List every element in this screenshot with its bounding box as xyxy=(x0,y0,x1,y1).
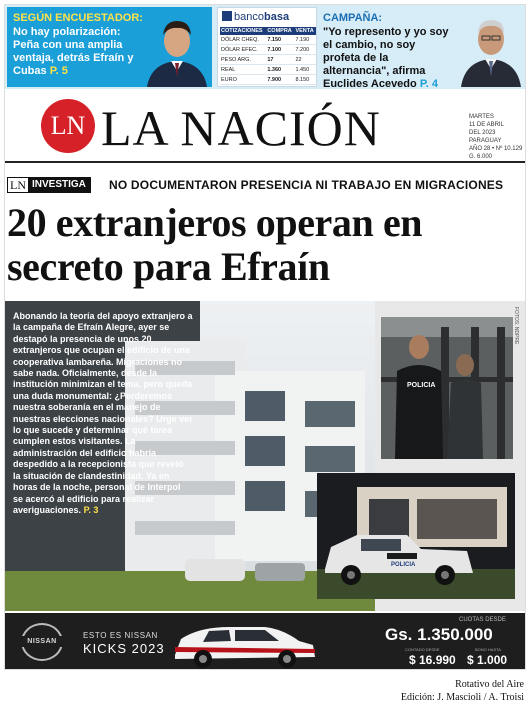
svg-text:POLICIA: POLICIA xyxy=(391,562,416,568)
currency-name: DÓLAR EFEC. xyxy=(220,45,266,55)
currency-name: EURO xyxy=(220,75,266,85)
column-header: VENTA xyxy=(294,27,316,35)
tag-logo: LN xyxy=(10,178,26,192)
teaser-campaign-body: "Yo represento y yo soy el cambio, no soy profeta de la alternancia", afirma Euclides Acevedo xyxy=(323,26,449,90)
svg-text:POLICIA: POLICIA xyxy=(407,382,436,389)
bank-brand-a: banco xyxy=(234,11,264,23)
candidate-portrait-photo xyxy=(143,11,211,87)
teaser-poll-text xyxy=(13,26,143,78)
buy-rate: 7.150 xyxy=(266,35,294,45)
buy-rate: 7.900 xyxy=(266,75,294,85)
table-row xyxy=(220,35,316,45)
buy-rate: 1.360 xyxy=(266,65,294,75)
dateline xyxy=(469,113,522,161)
currency-name: REAL xyxy=(220,65,266,75)
teaser-poll[interactable] xyxy=(7,7,212,87)
edition-number: AÑO 28 • Nº 10.129 xyxy=(469,146,523,152)
ln-investiga-tag[interactable] xyxy=(7,177,91,193)
ad-monthly-price: Gs. 1.350.000 xyxy=(385,625,493,644)
politician-portrait-photo xyxy=(459,11,523,87)
teaser-campaign-page-ref: P. 4 xyxy=(419,78,438,90)
sell-rate: 8.150 xyxy=(294,75,316,85)
column-header: COMPRA xyxy=(266,27,294,35)
teaser-campaign-text xyxy=(323,26,455,91)
nissan-brand: NISSAN xyxy=(19,636,65,647)
nissan-advertisement[interactable] xyxy=(5,613,526,670)
teaser-poll-body: No hay polarización: Peña con una amplia ventaja, detrás Efraín y Cubas xyxy=(13,26,134,77)
sell-rate: 22 xyxy=(294,55,316,65)
exchange-rate-table xyxy=(220,27,316,85)
buy-rate: 7.100 xyxy=(266,45,294,55)
table-row xyxy=(220,45,316,55)
table-row xyxy=(220,65,316,75)
ad-cuotas-label: CUOTAS DESDE xyxy=(459,617,506,623)
ad-bono-label: BONO HASTA xyxy=(475,647,501,652)
section-kicker-bar xyxy=(5,175,526,195)
currency-name: DÓLAR CHEQ. xyxy=(220,35,266,45)
date-year: DEL 2023 xyxy=(469,130,496,136)
ad-contado-label: CONTADO DESDE xyxy=(405,647,440,652)
teaser-poll-kicker: SEGÚN ENCUESTADOR: xyxy=(13,12,143,24)
police-officers-photo xyxy=(381,317,513,459)
table-row xyxy=(220,75,316,85)
ad-slogan: ESTO ES NISSAN xyxy=(83,631,158,640)
footer-caption xyxy=(330,678,524,704)
teaser-campaign-kicker: CAMPAÑA: xyxy=(323,12,383,24)
table-header-row xyxy=(220,27,316,35)
column-header: COTIZACIONES xyxy=(220,27,266,35)
sell-rate: 7.200 xyxy=(294,45,316,55)
teaser-poll-page-ref: P. 5 xyxy=(49,65,68,77)
lead-story-photo xyxy=(5,301,526,611)
police-truck-photo xyxy=(317,473,515,599)
currency-name: PESO ARG. xyxy=(220,55,266,65)
newspaper-front-page xyxy=(4,4,526,670)
date-day: 11 DE ABRIL xyxy=(469,122,504,128)
headline-kicker: NO DOCUMENTARON PRESENCIA NI TRABAJO EN MIGRACIONES xyxy=(109,178,504,192)
bank-logo xyxy=(222,11,289,25)
lead-story-text[interactable] xyxy=(13,311,193,516)
main-headline[interactable]: 20 extranjeros operan en secreto para Efraín xyxy=(7,200,423,289)
date-weekday: MARTES xyxy=(469,114,494,120)
table-row xyxy=(220,55,316,65)
teaser-campaign[interactable] xyxy=(321,7,525,90)
ad-contado-price: $ 16.990 xyxy=(409,653,456,667)
newspaper-nameplate[interactable]: LA NACIÓN xyxy=(101,100,381,156)
exchange-rate-box xyxy=(217,7,317,87)
suv-car-image xyxy=(169,615,319,669)
footer-source: Rotativo del Aire xyxy=(455,679,524,690)
footer-edition: Edición: J. Mascioli / A. Troisi xyxy=(400,692,524,703)
tag-label: INVESTIGA xyxy=(28,178,90,192)
edition-country: PARAGUAY xyxy=(469,138,502,144)
masthead xyxy=(5,91,526,163)
ad-model: KICKS 2023 xyxy=(83,641,165,656)
sell-rate: 1.450 xyxy=(294,65,316,75)
bank-brand-b: basa xyxy=(263,11,290,23)
ln-logo[interactable]: LN xyxy=(41,99,95,153)
ad-bono-price: $ 1.000 xyxy=(467,653,508,667)
sell-rate: 7.190 xyxy=(294,35,316,45)
lead-story-body: Abonando la teoría del apoyo extranjero a la campaña de Efraín Alegre, ayer se destapó la presencia de unos 20 extranjeros que ocupan el edificio de una cooperativa lambareña. Migraciones no sabe nada. Oficialmente, desde la institución minimizan el tema, pero queda una duda monumental: ¿Perderemos nuestra soberanía en el manejo de nuestras elecciones nacionales? Urge ver lo que sucede y determinar qué tarea cumplen estos visitantes. La administración del edificio habría despedido a la recepcionista que reveló la situación de clandestinidad. Ya en horas de la noche, personal de Interpol se acercó al edificio para realizar averiguaciones. xyxy=(13,311,193,515)
teaser-band xyxy=(5,5,526,89)
lead-story-page-ref: P. 3 xyxy=(83,504,99,515)
buy-rate: 17 xyxy=(266,55,294,65)
edition-price: G. 6.000 xyxy=(469,154,493,160)
bank-logo-icon xyxy=(222,11,232,21)
photo-credit: FOTOS: NDPRE xyxy=(513,307,519,345)
